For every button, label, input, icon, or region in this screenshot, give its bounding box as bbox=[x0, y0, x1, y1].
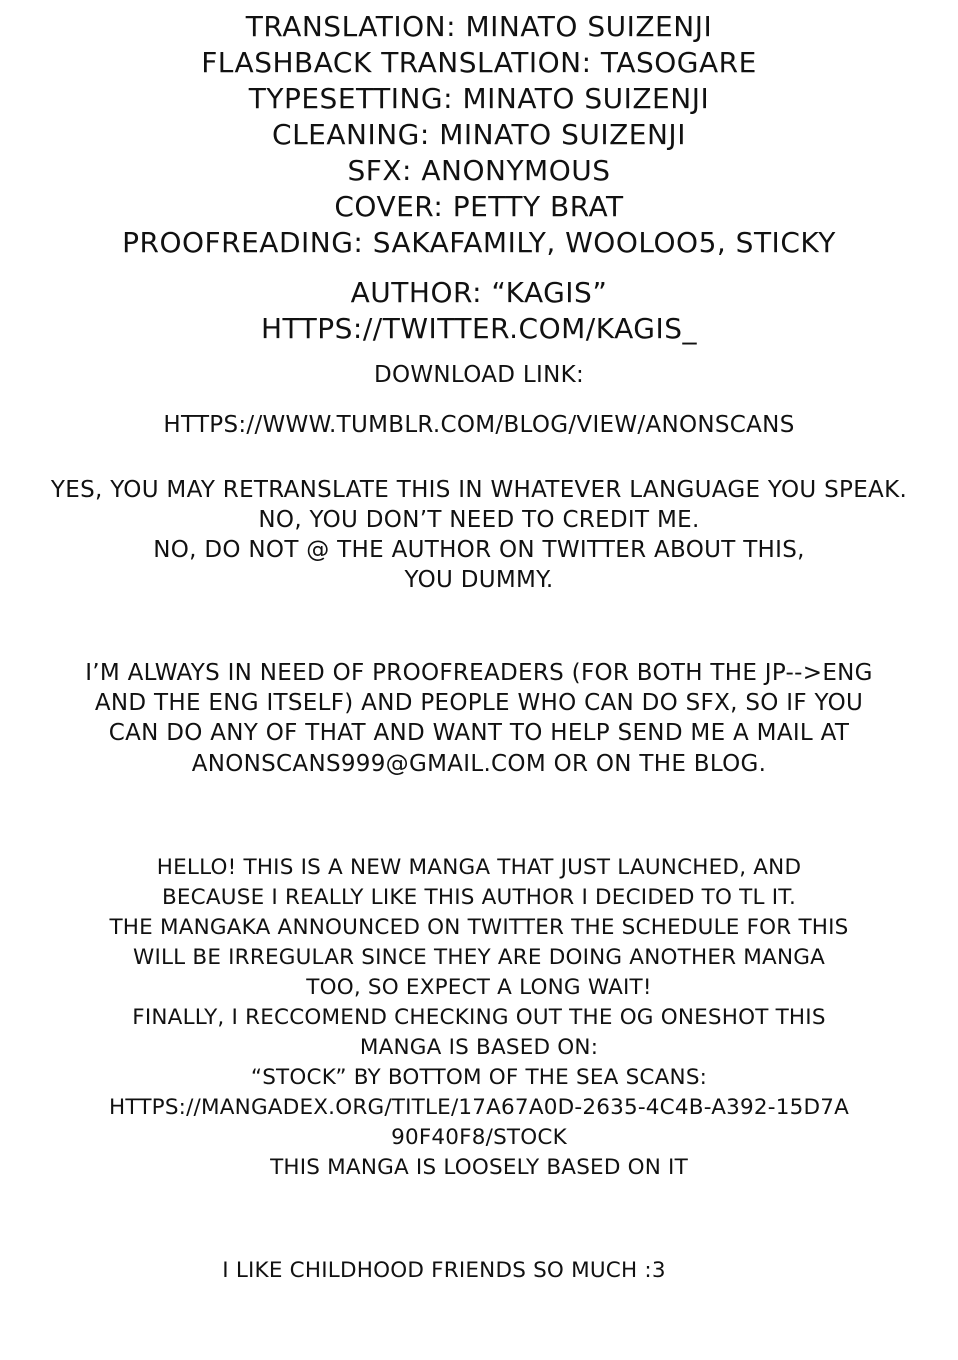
permission-line: YOU DUMMY. bbox=[404, 567, 554, 593]
credit-cover: COVER: PETTY BRAT bbox=[334, 190, 624, 223]
credit-author: AUTHOR: “KAGIS” bbox=[350, 276, 608, 309]
note-line: BECAUSE I REALLY LIKE THIS AUTHOR I DECIDED TO TL IT. bbox=[161, 885, 797, 910]
recruitment-line: AND THE ENG ITSELF) AND PEOPLE WHO CAN DO SFX, SO IF YOU bbox=[94, 690, 864, 716]
permission-line: YES, YOU MAY RETRANSLATE THIS IN WHATEVER LANGUAGE YOU SPEAK. bbox=[50, 477, 908, 503]
note-line: THIS MANGA IS LOOSELY BASED ON IT bbox=[270, 1155, 688, 1180]
download-link[interactable]: HTTPS://WWW.TUMBLR.COM/BLOG/VIEW/ANONSCANS bbox=[163, 412, 795, 438]
recruitment-email-line[interactable]: ANONSCANS999@GMAIL.COM OR ON THE BLOG. bbox=[191, 751, 767, 777]
credit-flashback-translation: FLASHBACK TRANSLATION: TASOGARE bbox=[201, 46, 757, 79]
credit-proofreading: PROOFREADING: SAKAFAMILY, WOOLOO5, STICKY bbox=[122, 226, 836, 259]
closing-line: I LIKE CHILDHOOD FRIENDS SO MUCH :3 bbox=[222, 1258, 666, 1283]
credit-sfx: SFX: ANONYMOUS bbox=[347, 154, 611, 187]
note-line: THE MANGAKA ANNOUNCED ON TWITTER THE SCHEDULE FOR THIS bbox=[109, 915, 849, 940]
note-line: FINALLY, I RECCOMEND CHECKING OUT THE OG ONESHOT THIS bbox=[132, 1005, 826, 1030]
credit-cleaning: CLEANING: MINATO SUIZENJI bbox=[272, 118, 686, 151]
note-line: TOO, SO EXPECT A LONG WAIT! bbox=[306, 975, 652, 1000]
note-line: HELLO! THIS IS A NEW MANGA THAT JUST LAUNCHED, AND bbox=[156, 855, 802, 880]
recruitment-line: I’M ALWAYS IN NEED OF PROOFREADERS (FOR BOTH THE JP-->ENG bbox=[85, 660, 873, 686]
download-label: DOWNLOAD LINK: bbox=[373, 362, 585, 388]
credit-translation: TRANSLATION: MINATO SUIZENJI bbox=[245, 10, 713, 43]
permission-line: NO, DO NOT @ THE AUTHOR ON TWITTER ABOUT THIS, bbox=[153, 537, 805, 563]
oneshot-link-continued[interactable]: 90F40F8/STOCK bbox=[391, 1125, 567, 1150]
credit-typesetting: TYPESETTING: MINATO SUIZENJI bbox=[248, 82, 710, 115]
note-line: “STOCK” BY BOTTOM OF THE SEA SCANS: bbox=[250, 1065, 708, 1090]
note-line: MANGA IS BASED ON: bbox=[359, 1035, 599, 1060]
note-line: WILL BE IRREGULAR SINCE THEY ARE DOING ANOTHER MANGA bbox=[132, 945, 825, 970]
oneshot-link[interactable]: HTTPS://MANGADEX.ORG/TITLE/17A67A0D-2635-4C4B-A392-15D7A bbox=[109, 1095, 849, 1120]
permission-line: NO, YOU DON’T NEED TO CREDIT ME. bbox=[258, 507, 700, 533]
recruitment-line: CAN DO ANY OF THAT AND WANT TO HELP SEND ME A MAIL AT bbox=[108, 720, 850, 746]
author-twitter-link[interactable]: HTTPS://TWITTER.COM/KAGIS_ bbox=[261, 312, 697, 345]
